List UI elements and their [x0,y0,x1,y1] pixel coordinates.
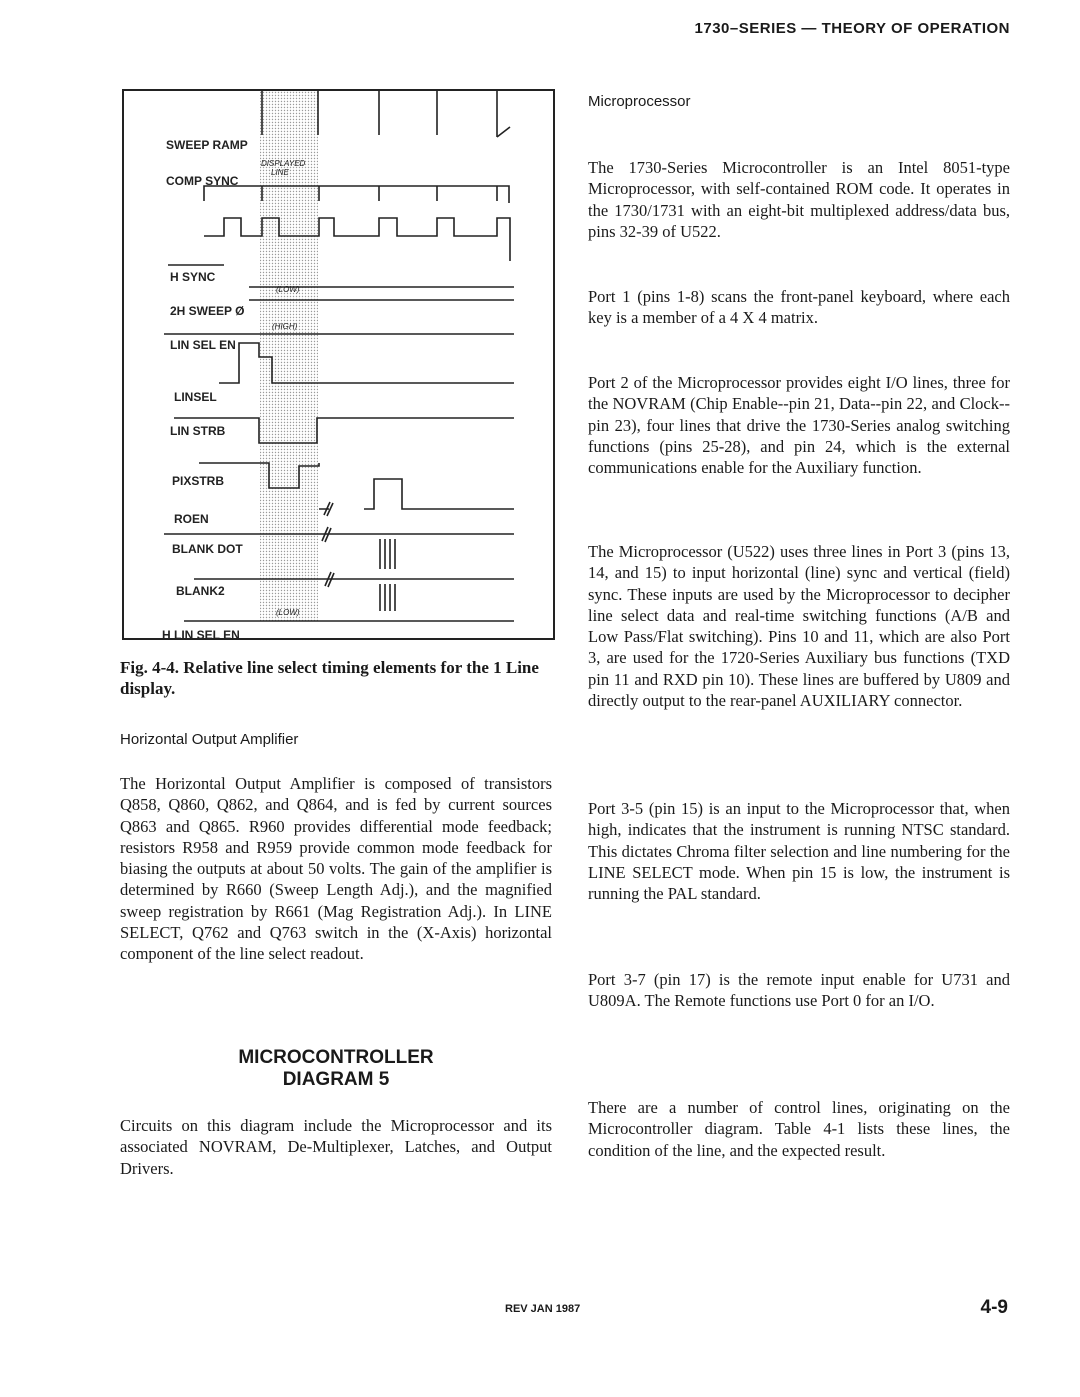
blank2-label: BLANK2 [176,584,225,598]
roen-label: ROEN [174,512,209,526]
linsel-label: LINSEL [174,390,217,404]
pixstrb-label: PIXSTRB [172,474,225,488]
microprocessor-paragraph-5: Port 3-5 (pin 15) is an input to the Microprocessor that, when high, indicates that the instrument is running NTSC standard. This dictates Chroma filter selection and line numbering for the LINE SELECT mode. When pin 15 is low, the instrument is running the PAL standard. [588,799,1010,904]
comp-sync-label: COMP SYNC [166,174,239,188]
h-sync-label: H SYNC [170,270,216,284]
horizontal-output-paragraph: The Horizontal Output Amplifier is composed of transistors Q858, Q860, Q862, and Q864, and is fed by current sources Q863 and Q865. R960 provides differential mode feedback; resistors R958 and R959 provide common mode feedback for biasing the outputs at about 50 volts. The gain of the amplifier is determined by R660 (Sweep Length Adj.), and the magnified sweep registration by R661 (Mag Registration Adj.). In LINE SELECT, Q762 and Q763 switch in the (X-Axis) horizontal component of the line select readout. [120,774,552,964]
sweep-ramp-label: SWEEP RAMP [166,138,248,152]
microprocessor-paragraph-1: The 1730-Series Microcontroller is an Intel 8051-type Microprocessor, with self-contained ROM code. It operates in the 1730/1731 with an eight-bit multiplexed address/data bus, pins 32-39 of U522. [588,158,1010,241]
timing-diagram [124,91,557,642]
circuits-paragraph: Circuits on this diagram include the Microprocessor and its associated NOVRAM, De-Multiplexer, Latches, and Output Drivers. [120,1116,552,1178]
section-title-line-2: DIAGRAM 5 [282,1069,390,1090]
blank-dot-label: BLANK DOT [172,542,243,556]
microprocessor-paragraph-6: Port 3-7 (pin 17) is the remote input enable for U731 and U809A. The Remote functions use Port 0 for an I/O. [588,970,1010,1011]
horizontal-output-heading: Horizontal Output Amplifier [120,731,299,748]
h2-sweep-label: 2H SWEEP Ø [170,304,245,318]
displayed-line-shading [260,91,318,621]
lin-strb-label: LIN STRB [170,424,226,438]
microprocessor-heading: Microprocessor [588,93,691,110]
microprocessor-paragraph-4: The Microprocessor (U522) uses three lines in Port 3 (pins 13, 14, and 15) to input horizontal (line) sync and vertical (field) sync. These inputs are used by the Microprocessor to decipher line select data and real-time switching functions (A/B and Low Pass/Flat switching). Pins 10 and 11, which are also Port 3, are used for the 1720-Series Auxiliary bus functions (TXD pin 11 and RXD pin 10). These lines are buffered by U809 and directly output to the rear-panel AUXILIARY connector. [588,542,1010,711]
displayed-line-label: LINE [271,168,289,177]
microprocessor-paragraph-7: There are a number of control lines, originating on the Microcontroller diagram. Table 4-1 lists these lines, the condition of the line, and the expected result. [588,1098,1010,1160]
comp-sync-lower-wave [204,218,510,261]
revision-date: REV JAN 1987 [505,1303,581,1315]
high-note: (HIGH) [272,322,298,331]
figure-caption: Fig. 4-4. Relative line select timing elements for the 1 Line display. [120,658,539,698]
section-title [120,1047,552,1091]
displayed-label: DISPLAYED [261,159,306,168]
low-note-2: (LOW) [276,608,300,617]
lin-sel-en-label: LIN SEL EN [170,338,236,352]
page-header: 1730–SERIES — THEORY OF OPERATION [694,20,1010,37]
microprocessor-paragraph-3: Port 2 of the Microprocessor provides eight I/O lines, three for the NOVRAM (Chip Enable--pin 21, Data--pin 22, and Clock--pin 23), four lines that drive the 1730-Series analog switching functions (pins 25-28), and pin 24, which is the external communications enable for the Auxiliary function. [588,373,1010,478]
timing-diagram-figure [122,89,555,640]
page-number: 4-9 [980,1297,1008,1318]
pixstrb-wave [199,463,514,509]
microprocessor-paragraph-2: Port 1 (pins 1-8) scans the front-panel keyboard, where each key is a member of a 4 X 4 matrix. [588,287,1010,328]
h-lin-sel-en-label: H LIN SEL EN [162,628,240,642]
sweep-ramp-slope [497,127,510,137]
comp-sync-upper-wave [204,186,509,203]
section-title-line-1: MICROCONTROLLER [238,1047,434,1068]
low-note-1: (LOW) [276,285,300,294]
